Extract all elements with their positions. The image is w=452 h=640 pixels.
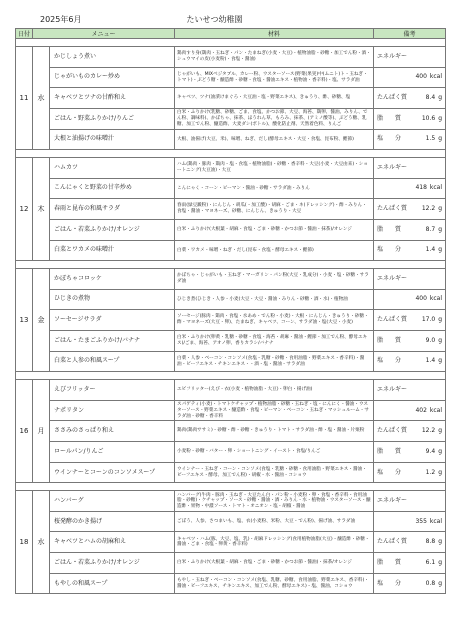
menu-row (16, 553, 446, 574)
nutrition-value-group (426, 449, 442, 455)
nutrition-label: 脂 質 (377, 336, 402, 344)
menu-row (16, 130, 446, 150)
menu-name: ロールパン/りんご (50, 442, 175, 463)
nutrition-label: 脂 質 (377, 559, 402, 567)
nutrition-value-group (426, 581, 442, 587)
nutrition-label: たんぱく質 (377, 315, 408, 323)
nutrition-value: 402 (415, 406, 427, 414)
nutrition-line (377, 227, 442, 233)
menu-row (16, 269, 446, 290)
menu-row (16, 199, 446, 220)
nutrition-line (377, 560, 442, 566)
nutrition-value: 0.8 (425, 579, 436, 587)
menu-name: ひじきの煮物 (50, 290, 175, 310)
nutrition-value: 1.4 (425, 246, 436, 254)
menu-name: ごはん・若菜ふりかけ/オレンジ (50, 220, 175, 241)
nutrition-unit: g (438, 357, 443, 365)
nutrition-value-group (426, 560, 442, 566)
nutrition-cell (374, 491, 446, 512)
nutrition-cell (374, 88, 446, 109)
nutrition-value-group (439, 498, 442, 504)
nutrition-value-group (415, 519, 442, 525)
menu-ingredients: 小麦粉・砂糖・バター・卵・ショートニング・イースト・食塩/りんご (175, 442, 374, 463)
nutrition-cell (374, 68, 446, 88)
nutrition-unit: kcal (429, 184, 443, 192)
nutrition-line (377, 95, 442, 101)
menu-name: ソーセージサラダ (50, 310, 175, 331)
nutrition-unit: kcal (429, 73, 443, 81)
menu-name: かぼちゃコロッケ (50, 269, 175, 290)
nutrition-cell (374, 269, 446, 290)
nutrition-value-group (422, 428, 442, 434)
nutrition-value-group (415, 296, 442, 302)
day-date: 18 (16, 491, 33, 594)
nutrition-value-group (426, 358, 442, 364)
col-ingredients: 材料 (175, 29, 374, 39)
nutrition-value: 418 (415, 184, 427, 192)
nutrition-cell (374, 331, 446, 352)
day-date: 12 (16, 158, 33, 261)
col-date: 日付 (16, 29, 33, 39)
nutrition-value: 1.5 (425, 135, 436, 143)
nutrition-cell (374, 130, 446, 150)
menu-ingredients: 春雨(緑豆澱粉)・にんじん・胡瓜(・加工酸)・胡麻・ごま・ネ(ドレッシング)・酢・みりん・食塩・醤油・マヨネーズ、砂糖、にんじん、きゅうり・大豆 (175, 199, 374, 220)
day-separator (16, 372, 446, 380)
menu-name: ハムカツ (50, 158, 175, 179)
nutrition-value: 400 (415, 73, 427, 81)
nutrition-value: 6.1 (425, 559, 436, 567)
menu-ingredients: キャベツ、ツナ(油漬けまぐろ・大豆油・塩・野菜エキス)、きゅうり、酢、砂糖、塩 (175, 88, 374, 109)
nutrition-value-group (426, 539, 442, 545)
nutrition-label: 塩 分 (377, 135, 402, 143)
nutrition-label: エネルギー (377, 385, 408, 393)
nutrition-unit: g (438, 204, 443, 212)
nutrition-value: 12.2 (421, 204, 436, 212)
nutrition-cell (374, 220, 446, 241)
nutrition-value-group (415, 74, 442, 80)
nutrition-line (377, 296, 442, 302)
nutrition-value-group (422, 317, 442, 323)
nutrition-value: 9.4 (425, 448, 436, 456)
menu-ingredients: じゃがいも、MIXベジタブル、カレー粉、ウスターソース(野菜(果実)中(ムニト)ト・玉ねぎ・トマト)・ぶどう糖・醸造酢・砂糖・食塩・醤油エキス・植物油・香辛料)・塩、サラダ油 (175, 68, 374, 88)
nutrition-unit: g (438, 559, 443, 567)
nutrition-cell (374, 463, 446, 483)
menu-name: 白菜とワカメの味噌汁 (50, 241, 175, 261)
nutrition-line (377, 581, 442, 587)
nutrition-value: 10.6 (421, 114, 436, 122)
page-header (40, 14, 242, 25)
nutrition-value: 8.4 (425, 93, 436, 101)
menu-ingredients: キャベツ・ハム(豚、大豆、塩、乳)・胡麻ドレッシング(食用植物油脂(大豆)・醸造酢・砂糖・醤油・ごま・食塩・卵黄・香辛料) (175, 532, 374, 553)
day-separator (16, 39, 446, 47)
nutrition-cell (374, 310, 446, 331)
menu-ingredients: 鶏肉(鶏肉ササミ)・砂糖・酢・砂糖・きゅうり・トマト・サラダ油・酢・塩・醤油・片栗粉 (175, 421, 374, 442)
nutrition-unit: kcal (429, 295, 443, 303)
menu-row (16, 401, 446, 421)
nutrition-unit: g (438, 246, 443, 254)
nutrition-value: 17.0 (421, 315, 436, 323)
nutrition-value-group (439, 54, 442, 60)
nutrition-value: 12.2 (421, 427, 436, 435)
nutrition-line (377, 358, 442, 364)
nutrition-unit: g (438, 315, 443, 323)
nutrition-cell (374, 290, 446, 310)
nutrition-line (377, 116, 442, 122)
menu-name: 白菜と人参の和風スープ (50, 352, 175, 372)
nutrition-unit: g (438, 579, 443, 587)
menu-ingredients: 白米・ふりかけ(大根葉・胡麻・食塩・ごま・砂糖・かつお節・醤油・抹茶)/オレンジ (175, 220, 374, 241)
nutrition-value-group (439, 165, 442, 171)
menu-row (16, 68, 446, 88)
menu-ingredients: 鶏肉すり身(鶏肉・玉ねぎ・パン・たまねぎ(小麦・大豆)・植物油脂・砂糖・加工でん粉・酒・シュウマイの皮(小麦粉)・食塩・醤油) (175, 47, 374, 68)
menu-row (16, 442, 446, 463)
menu-name: キャベツとツナの甘酢和え (50, 88, 175, 109)
nutrition-unit: g (438, 135, 443, 143)
nutrition-unit: g (438, 448, 443, 456)
day-weekday: 木 (33, 158, 50, 261)
nutrition-cell (374, 421, 446, 442)
nutrition-value-group (426, 227, 442, 233)
nutrition-value-group (422, 206, 442, 212)
menu-ingredients: ハム(鶏肉・豚肉・鶏肉・塩・食塩・植物油脂)・砂糖・香辛料・大豆(小麦・大豆由来)・ショートニング(大豆油)・大豆 (175, 158, 374, 179)
nutrition-unit: g (438, 225, 443, 233)
day-separator (16, 483, 446, 491)
nutrition-label: 塩 分 (377, 246, 402, 254)
menu-name: ハンバーグ (50, 491, 175, 512)
nutrition-line (377, 428, 442, 434)
menu-ingredients: エビフリッター(えび・衣(小麦・植物油脂・大豆)・卵白・揚げ油) (175, 380, 374, 401)
menu-row (16, 179, 446, 199)
nutrition-label: 脂 質 (377, 448, 402, 456)
menu-name: 桜発酵のかき揚げ (50, 512, 175, 532)
menu-row (16, 421, 446, 442)
menu-ingredients: 白菜・人参・ベーコン・コンソメ(食塩・乳糖・砂糖・食用油脂・野菜エキス・香辛料)・醤油・ビーフエキス・チキンエキス・・酒・塩・醤油・サラダ油 (175, 352, 374, 372)
menu-ingredients: ごぼう、人参、さつまいも、塩、衣(小麦粉、米粉、大豆・でん粉)、揚げ油、サラダ油 (175, 512, 374, 532)
nutrition-value-group (426, 136, 442, 142)
nutrition-line (377, 206, 442, 212)
nutrition-line (377, 470, 442, 476)
nutrition-value-group (415, 185, 442, 191)
day-date: 11 (16, 47, 33, 150)
menu-ingredients: もやし・玉ねぎ・ベーコン・コンソメ(食塩、乳糖、砂糖、食用油脂、野菜エキス、香辛料)・醤油・ビーフエキス、チキンエキス、加工でん粉、酵母エキス)・塩、醤油、コショウ (175, 574, 374, 594)
nutrition-value: 355 (415, 517, 427, 525)
nutrition-value-group (439, 387, 442, 393)
menu-row (16, 532, 446, 553)
nutrition-label: 塩 分 (377, 579, 402, 587)
nutrition-cell (374, 532, 446, 553)
day-separator (16, 261, 446, 269)
menu-row (16, 220, 446, 241)
nutrition-value-group (426, 338, 442, 344)
menu-table (15, 28, 446, 594)
menu-name: かじしょう煮い (50, 47, 175, 68)
nutrition-value-group (422, 116, 442, 122)
col-notes: 備考 (374, 29, 446, 39)
nutrition-value: 1.2 (425, 468, 436, 476)
nutrition-cell (374, 574, 446, 594)
nutrition-label: 脂 質 (377, 114, 402, 122)
menu-row (16, 310, 446, 331)
menu-ingredients: こんにゃく・コーン・ピーマン・醤油・砂糖・サラダ油・みりん (175, 179, 374, 199)
day-date: 13 (16, 269, 33, 372)
menu-ingredients: 大根、油揚げ(大豆、米)、味噌、ねぎ、だし(酵母エキス・大豆・食塩、昆布粉、鰹節) (175, 130, 374, 150)
menu-name: 春雨と昆布の和風サラダ (50, 199, 175, 220)
menu-ingredients: 白米・ふりかけ(卵黄・乳糖・砂糖・食塩・海苔・胡麻・醤油・鰹節・加工でん粉、酵母エキス)/ごま、海苔、アオノ卵、香りカラシ/バナナ (175, 331, 374, 352)
day-weekday: 月 (33, 380, 50, 483)
menu-row (16, 512, 446, 532)
nutrition-cell (374, 380, 446, 401)
menu-row (16, 352, 446, 372)
nutrition-label: エネルギー (377, 497, 408, 505)
menu-name: ウインナーとコーンのコンソメスープ (50, 463, 175, 483)
nutrition-line (377, 387, 442, 393)
nutrition-value-group (426, 470, 442, 476)
menu-row (16, 158, 446, 179)
school-name: たいせつ幼稚園 (186, 15, 243, 24)
menu-ingredients: ウインナー・玉ねぎ・コーン・コンソメ(食塩・乳糖・砂糖・食用油脂・野菜エキス・醤油・ビーフエキス・酵母、加工でん粉)・胡椒・水・醤油・コショウ (175, 463, 374, 483)
nutrition-label: エネルギー (377, 52, 408, 60)
menu-row (16, 88, 446, 109)
menu-name: ごはん・たまごふりかけ/バナナ (50, 331, 175, 352)
nutrition-line (377, 74, 442, 80)
menu-name: もやしの和風スープ (50, 574, 175, 594)
nutrition-line (377, 519, 442, 525)
menu-row (16, 574, 446, 594)
menu-name: ごはん・野菜ふりかけ/りんご (50, 109, 175, 130)
nutrition-cell (374, 158, 446, 179)
nutrition-label: たんぱく質 (377, 204, 408, 212)
nutrition-line (377, 54, 442, 60)
nutrition-line (377, 276, 442, 282)
nutrition-line (377, 136, 442, 142)
nutrition-label: エネルギー (377, 274, 408, 282)
menu-ingredients: スパゲティ(小麦)・トマトケチャップ・植物油脂・砂糖・玉ねぎ・塩・にんにく・醤油・ウスターソース・野菜エキス・醸造酢・食塩・ピーマン・ベーコン・玉ねぎ・マッシュルーム・サラダ油・砂糖・香辛料 (175, 401, 374, 421)
nutrition-label: 脂 質 (377, 225, 402, 233)
menu-ingredients: かぼちゃ・じゃがいも・玉ねぎ・マーガリン・パン粉(大豆・乳成分)・小麦・塩・砂糖・サラダ油 (175, 269, 374, 290)
menu-row (16, 241, 446, 261)
menu-row (16, 290, 446, 310)
nutrition-line (377, 449, 442, 455)
nutrition-value-group (426, 95, 442, 101)
nutrition-cell (374, 352, 446, 372)
nutrition-label: エネルギー (377, 163, 408, 171)
menu-row (16, 491, 446, 512)
nutrition-value: 1.4 (425, 357, 436, 365)
day-date: 16 (16, 380, 33, 483)
nutrition-value: 9.0 (425, 336, 436, 344)
menu-name: こんにゃくと野菜の甘辛炒め (50, 179, 175, 199)
nutrition-unit: kcal (429, 406, 443, 414)
nutrition-label: たんぱく質 (377, 93, 408, 101)
menu-name: 大根と油揚げの味噌汁 (50, 130, 175, 150)
nutrition-cell (374, 553, 446, 574)
nutrition-line (377, 247, 442, 253)
menu-table-body (16, 39, 446, 594)
nutrition-unit: g (438, 468, 443, 476)
nutrition-line (377, 185, 442, 191)
nutrition-unit: g (438, 93, 443, 101)
menu-name: じゃがいものカレー炒め (50, 68, 175, 88)
period-label: 2025年6月 (40, 15, 82, 24)
nutrition-cell (374, 109, 446, 130)
nutrition-line (377, 498, 442, 504)
day-weekday: 水 (33, 491, 50, 594)
nutrition-label: 塩 分 (377, 468, 402, 476)
menu-ingredients: ハンバーグ(牛肉・豚肉・玉ねぎ・大豆たん白・パン粉・小麦粉・卵・食塩・香辛料・食用油脂・砂糖)・ケチャップ・ソース・砂糖・醤油・酒・みりん・水・植物油・ウスターソース・醸造酢・果物・中濃ソース・トマト・オニオン・塩・胡椒・醤油 (175, 491, 374, 512)
nutrition-cell (374, 241, 446, 261)
nutrition-line (377, 165, 442, 171)
menu-row (16, 47, 446, 68)
menu-ingredients: 白菜・ワカメ・味噌・ねぎ・だし(昆布・食塩・酵母エキス・鰹節) (175, 241, 374, 261)
nutrition-value: 8.7 (425, 225, 436, 233)
nutrition-value-group (439, 276, 442, 282)
nutrition-cell (374, 199, 446, 220)
nutrition-unit: g (438, 538, 443, 546)
nutrition-line (377, 408, 442, 414)
nutrition-unit: kcal (429, 517, 443, 525)
nutrition-line (377, 539, 442, 545)
col-menu: メニュー (33, 29, 175, 39)
menu-name: えびフリッター (50, 380, 175, 401)
menu-row (16, 380, 446, 401)
day-weekday: 金 (33, 269, 50, 372)
menu-ingredients: ソーセージ(豚肉・鶏肉・食塩・水あめ・でん粉・小麦)・大根・にんじん・きゅうり・砂糖・酢・マヨネーズ(大豆・卵)、たまねぎ、キャベツ、コーン、サラダ油・塩(大豆・小麦) (175, 310, 374, 331)
nutrition-value: 8.8 (425, 538, 436, 546)
nutrition-label: 塩 分 (377, 357, 402, 365)
nutrition-cell (374, 442, 446, 463)
day-separator (16, 150, 446, 158)
nutrition-unit: g (438, 114, 443, 122)
nutrition-unit: g (438, 427, 443, 435)
nutrition-cell (374, 179, 446, 199)
nutrition-label: たんぱく質 (377, 427, 408, 435)
table-header-row (16, 29, 446, 39)
menu-name: キャベツとハムの胡麻和え (50, 532, 175, 553)
nutrition-unit: g (438, 336, 443, 344)
nutrition-cell (374, 47, 446, 68)
menu-ingredients: ひじき煮(ひじき・人参・小麦(大豆・大豆・醤油・みりん・砂糖・酒・水)・植物油 (175, 290, 374, 310)
nutrition-value-group (426, 247, 442, 253)
menu-name: ごはん・若菜ふりかけ/オレンジ (50, 553, 175, 574)
day-weekday: 水 (33, 47, 50, 150)
nutrition-line (377, 317, 442, 323)
menu-row (16, 331, 446, 352)
nutrition-cell (374, 401, 446, 421)
menu-name: ささみのさっぱり和え (50, 421, 175, 442)
nutrition-value: 400 (415, 295, 427, 303)
menu-row (16, 463, 446, 483)
menu-name: ナポリタン (50, 401, 175, 421)
nutrition-label: たんぱく質 (377, 538, 408, 546)
nutrition-line (377, 338, 442, 344)
nutrition-value-group (415, 408, 442, 414)
menu-ingredients: 白米・ふりかけ(乳糖、砂糖、ごま、食塩、かつお節、大豆、海苔、鶏卵、醤油、みりん、でん粉、調味料)、かぼちゃ、抹茶、ほうれん草、もろみ、抹茶、(アミノ酸等)、ぶどう糖、乳糖、加工でん粉、醸造酢、大麦ダシ(ボトル)、酸化防止剤、天然着色料、りんご (175, 109, 374, 130)
menu-ingredients: 白米・ふりかけ(大根葉・胡麻・食塩・ごま・砂糖・かつお節・醤油)・抹茶/オレンジ (175, 553, 374, 574)
menu-row (16, 109, 446, 130)
nutrition-cell (374, 512, 446, 532)
